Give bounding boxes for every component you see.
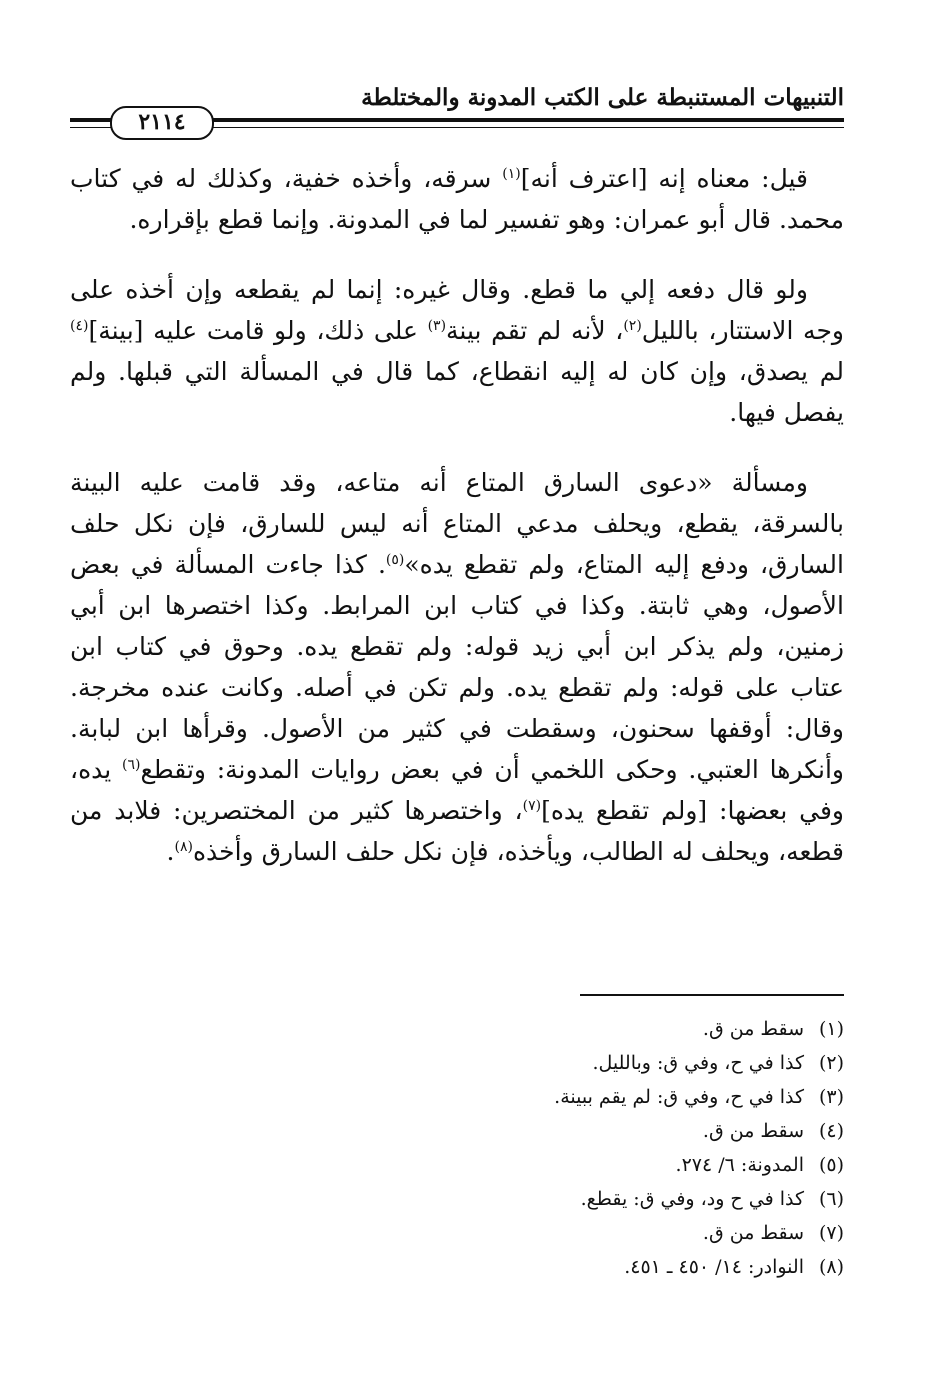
text-run: لم يصدق، وإن كان له إليه انقطاع، كما قال في المسألة التي قبلها. ولم يفصل فيها. xyxy=(70,357,844,427)
footnote-marker: (٤) xyxy=(70,318,89,334)
footnote-text: كذا في ح، وفي ق: وبالليل. xyxy=(592,1052,804,1074)
footnotes-list xyxy=(70,1012,844,1284)
footnote-marker: (٣) xyxy=(427,318,447,334)
footnote-marker: (٢) xyxy=(623,318,642,334)
text-run: ، لأنه لم تقم بينة xyxy=(446,316,624,345)
footnote-text: سقط من ق. xyxy=(702,1120,804,1142)
footnote-item xyxy=(70,1250,844,1284)
footnote-item xyxy=(70,1114,844,1148)
footnote-text: سقط من ق. xyxy=(702,1018,804,1040)
text-run: ولو قال دفعه إلي ما قطع. وقال غيره: إنما لم يقطعه وإن أخذه على وجه الاستتار، بالليل xyxy=(70,275,844,345)
text-run: . كذا جاءت المسألة في بعض الأصول، وهي ثابتة. وكذا في كتاب ابن المرابط. وكذا اختصرها ابن أبي زمنين، ولم يذكر ابن أبي زيد قوله: ولم تقطع يده. وحوق في كتاب ابن عتاب على قوله: ولم تقطع يده. ولم تكن في أصله. وكانت عنده مخرجة. وقال: أوقفها سحنون، وسقطت في كثير من الأصول. وقرأها ابن لبابة. وأنكرها العتبي. وحكى اللخمي أن في بعض روايات المدونة: وتقطع xyxy=(70,550,844,784)
running-header xyxy=(70,78,844,135)
text-run: سرقه، وأخذه خفية، وكذلك له في كتاب محمد. قال أبو عمران: وهو تفسير لما في المدونة. وإنما قطع بإقراره. xyxy=(70,164,844,234)
text-run: يده، وفي بعضها: [ولم تقطع يده] xyxy=(70,755,844,825)
footnote-marker: (٧) xyxy=(522,798,542,814)
footnote-number: (٤) xyxy=(818,1120,844,1142)
footnote-number: (١) xyxy=(818,1018,844,1040)
text-run: ومسألة «دعوى السارق المتاع أنه متاعه، وقد قامت عليه البينة بالسرقة، يقطع، ويحلف مدعي المتاع أنه ليس للسارق، فإن نكل حلف السارق، ودفع إليه المتاع، ولم تقطع يده» xyxy=(70,468,844,579)
text-run: . xyxy=(166,837,175,866)
text-run: قيل: معناه إنه [اعترف أنه] xyxy=(520,164,808,193)
footnote-text: سقط من ق. xyxy=(702,1222,804,1244)
body-paragraph xyxy=(70,462,844,872)
footnote-separator xyxy=(580,994,844,996)
footnote-marker: (٦) xyxy=(122,757,141,773)
footnote-text: كذا في ح، وفي ق: لم يقم ببينة. xyxy=(554,1086,804,1108)
running-title: التنبيهات المستنبطة على الكتب المدونة والمختلطة xyxy=(361,84,844,111)
text-run: ، واختصرها كثير من المختصرين: فلابد من قطعه، ويحلف له الطالب، ويأخذه، فإن نكل حلف السارق وأخذه xyxy=(70,796,844,866)
body-paragraph xyxy=(70,269,844,433)
main-text xyxy=(70,158,844,901)
text-run: على ذلك، ولو قامت عليه [بينة] xyxy=(88,316,428,345)
book-page xyxy=(70,78,844,1308)
footnote-number: (٢) xyxy=(818,1052,844,1074)
page-number: ٢١١٤ xyxy=(110,106,214,140)
footnote-text: النوادر: ١٤/ ٤٥٠ ـ ٤٥١. xyxy=(624,1256,804,1278)
footnote-number: (٦) xyxy=(818,1188,844,1210)
body-paragraph xyxy=(70,158,844,240)
footnote-text: المدونة: ٦/ ٢٧٤. xyxy=(675,1154,804,1176)
footnote-item xyxy=(70,1012,844,1046)
footnote-number: (٣) xyxy=(818,1086,844,1108)
footnote-item xyxy=(70,1046,844,1080)
footnote-item xyxy=(70,1182,844,1216)
footnote-item xyxy=(70,1080,844,1114)
footnote-item xyxy=(70,1148,844,1182)
footnote-item xyxy=(70,1216,844,1250)
footnote-number: (٥) xyxy=(818,1154,844,1176)
footnote-text: كذا في ح ود، وفي ق: يقطع. xyxy=(580,1188,804,1210)
footnote-number: (٧) xyxy=(818,1222,844,1244)
footnote-marker: (٥) xyxy=(385,552,405,568)
footnote-marker: (١) xyxy=(502,166,521,182)
footnote-marker: (٨) xyxy=(174,839,193,855)
footnote-number: (٨) xyxy=(818,1256,844,1278)
